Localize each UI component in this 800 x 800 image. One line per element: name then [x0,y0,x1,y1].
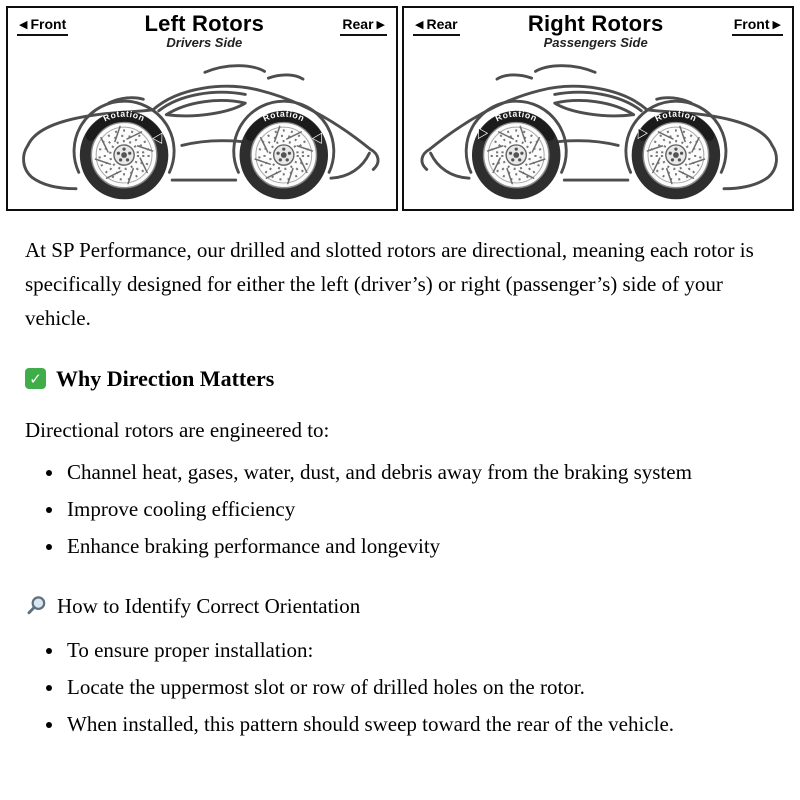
direction-text: Rear [426,16,458,32]
svg-text:Rotation: Rotation [653,108,699,124]
panel-header [404,8,792,50]
rear-direction-label [413,16,460,36]
svg-text:Rotation: Rotation [261,108,307,124]
heading-text: Why Direction Matters [56,366,275,392]
benefits-list [25,455,770,563]
direction-text: Front [30,16,67,32]
heading-text: How to Identify Correct Orientation [57,593,361,618]
magnifier-icon [25,594,48,617]
list-item: • Channel heat, gases, water, dust, and debris away from the braking system [65,455,770,489]
front-direction-label [17,16,68,36]
panel-title: Left Rotors [144,11,265,36]
svg-text:Rotation: Rotation [101,108,147,124]
panel-header [8,8,396,50]
front-direction-label [732,16,783,36]
list-item: • Locate the uppermost slot or row of drilled holes on the rotor. [65,670,770,704]
orientation-list [25,633,770,741]
arrow-right-icon: ▶ [376,17,385,31]
section-heading-why-direction-matters [25,361,770,397]
panel-titles [528,11,664,50]
arrow-right-icon: ▶ [772,17,781,31]
rotor-direction-diagram [0,0,800,211]
panel-subtitle: Drivers Side [166,35,243,51]
arrow-left-icon: ◀ [19,17,28,31]
check-mark-icon: ✓ [25,368,46,389]
left-rotors-panel [6,6,398,211]
svg-text:Rotation: Rotation [493,108,539,124]
car-illustration-right [406,55,790,207]
intro-paragraph: At SP Performance, our drilled and slotted rotors are directional, meaning each rotor is specifically designed for either the left (driver’s) or right (passenger’s) side of your vehicle. [25,238,754,331]
panel-titles [145,11,265,50]
lead-text: Directional rotors are engineered to: [25,417,330,442]
direction-text: Front [733,16,770,32]
panel-subtitle: Passengers Side [543,35,648,51]
rear-direction-label [340,16,387,36]
list-item: • When installed, this pattern should sweep toward the rear of the vehicle. [65,707,770,741]
list-item: • Improve cooling efficiency [65,492,770,526]
panel-title: Right Rotors [527,11,664,36]
article-body [0,211,800,777]
direction-text: Rear [342,16,374,32]
section-heading-how-to-identify [25,589,770,623]
list-item: • Enhance braking performance and longevity [65,529,770,563]
right-rotors-panel [402,6,794,211]
list-item: • To ensure proper installation: [65,633,770,667]
arrow-left-icon: ◀ [415,17,424,31]
car-illustration-left [10,55,394,207]
